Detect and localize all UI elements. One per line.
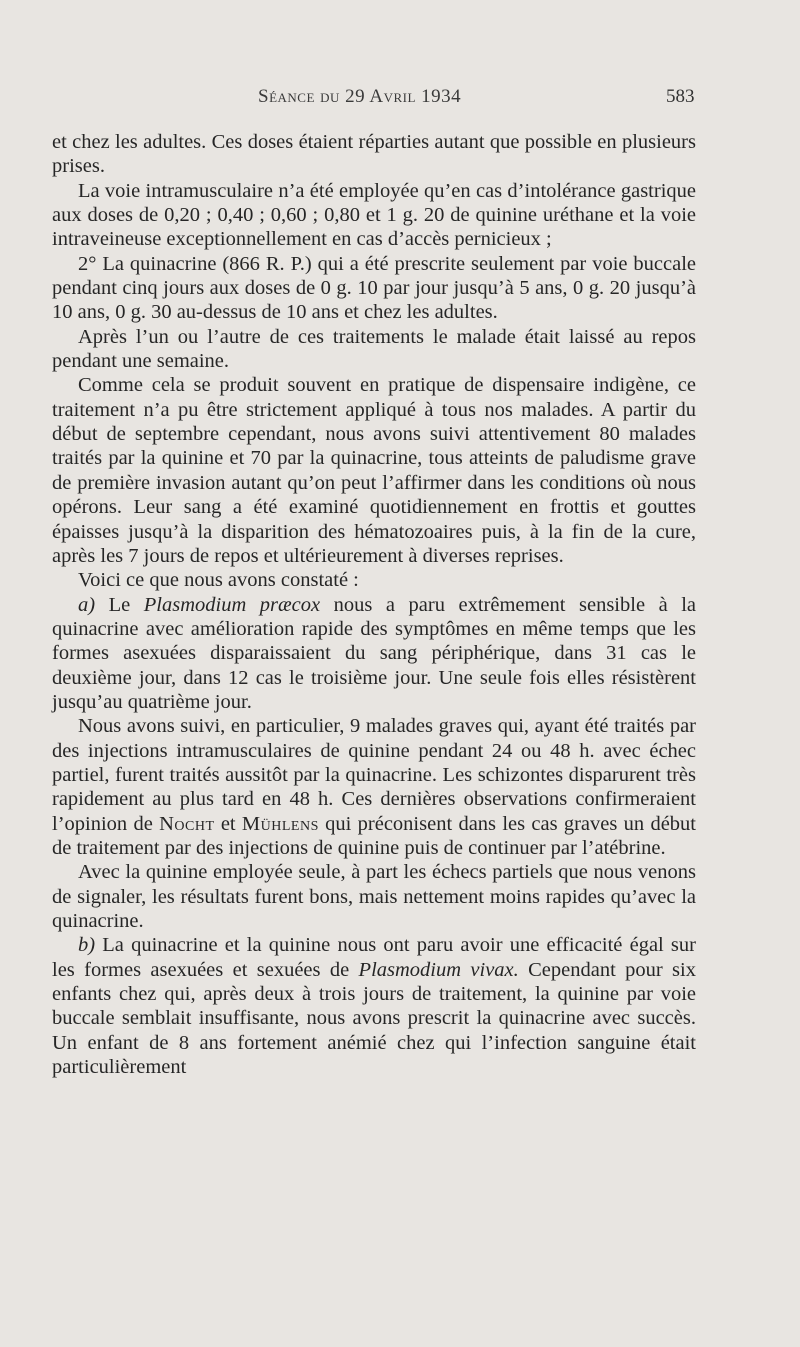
species-name: Plasmodium vivax. xyxy=(358,958,519,981)
paragraph-7-pre: Le xyxy=(95,593,144,616)
body-text xyxy=(52,130,696,1079)
paragraph-10-post: Cependant pour six enfants chez qui, après deux à trois jours de traitement, la quinine par voie buccale semblait insuffisante, nous avons prescrit la quinacrine avec succès. Un enfant de 8 ans fortement anémié chez qui l’infection sanguine était particulièrement xyxy=(52,958,696,1079)
paragraph-7 xyxy=(52,593,696,715)
paragraph-4: Après l’un ou l’autre de ces traitements le malade était laissé au repos pendant une semaine. xyxy=(52,325,696,373)
paragraph-5: Comme cela se produit souvent en pratique de dispensaire indigène, ce traitement n’a pu être strictement appliqué à tous nos malades. A partir du début de septembre cependant, nous avons suivi attentivement 80 malades traités par la quinine et 70 par la quinacrine, tous atteints de paludisme grave de première invasion autant qu’on peut l’affirmer dans les conditions où nous opérons. Leur sang a été examiné quotidiennement en frottis et gouttes épaisses jusqu’à la disparition des hématozoaires puis, à la fin de la cure, après les 7 jours de repos et ultérieurement à diverses reprises. xyxy=(52,374,696,567)
page-number: 583 xyxy=(666,86,695,107)
paragraph-7-post: nous a paru extrêmement sensible à la quinacrine avec amélioration rapide des symptômes en même temps que les formes asexuées disparaissaient du sang périphérique, dans 31 cas le deuxième jour, dans 12 cas le troisième jour. Une seule fois elles résistèrent jusqu’au quatrième jour. xyxy=(52,593,696,713)
paragraph-8-mid: et xyxy=(214,812,242,835)
paragraph-10 xyxy=(52,933,696,1079)
paragraph-6: Voici ce que nous avons constaté : xyxy=(78,569,359,592)
paragraph-1: et chez les adultes. Ces doses étaient réparties autant que possible en plusieurs prises. xyxy=(52,131,696,178)
paragraph-3: 2° La quinacrine (866 R. P.) qui a été prescrite seulement par voie buccale pendant cinq jours aux doses de 0 g. 10 par jour jusqu’à 5 ans, 0 g. 20 jusqu’à 10 ans, 0 g. 30 au-dessus de 10 ans et chez les adultes. xyxy=(52,252,696,324)
paragraph-8-post: qui préconisent dans les cas graves un début de traitement par des injections de quinine puis de continuer par l’atébrine. xyxy=(52,812,696,859)
item-label-b: b) xyxy=(78,934,96,957)
page-header xyxy=(0,86,800,112)
paragraph-9: Avec la quinine employée seule, à part les échecs partiels que nous venons de signaler, les résultats furent bons, mais nettement moins rapides qu’avec la quinacrine. xyxy=(52,861,696,932)
paragraph-10-pre: La quinacrine et la quinine nous ont paru avoir une efficacité égal sur les formes asexuées et sexuées de xyxy=(52,934,696,981)
paragraph-2: La voie intramusculaire n’a été employée qu’en cas d’intolérance gastrique aux doses de 0,20 ; 0,40 ; 0,60 ; 0,80 et 1 g. 20 de quinine uréthane et la voie intraveineuse exceptionnellement en cas d’accès pernicieux ; xyxy=(52,179,696,251)
running-head: Séance du 29 Avril 1934 xyxy=(258,86,462,107)
author-name: Nocht xyxy=(159,812,215,835)
paragraph-8-pre: Nous avons suivi, en particulier, 9 malades graves qui, ayant été traités par des injections intramusculaires de quinine pendant 24 ou 48 h. avec échec partiel, furent traités aussitôt par la quinacrine. Les schizontes disparurent très rapidement au plus tard en 48 h. Ces dernières observations confirmeraient l’opinion de xyxy=(52,715,696,835)
item-label-a: a) xyxy=(78,593,96,616)
species-name: Plasmodium præcox xyxy=(143,593,321,616)
paragraph-8 xyxy=(52,714,696,860)
author-name: Mühlens xyxy=(241,812,319,835)
